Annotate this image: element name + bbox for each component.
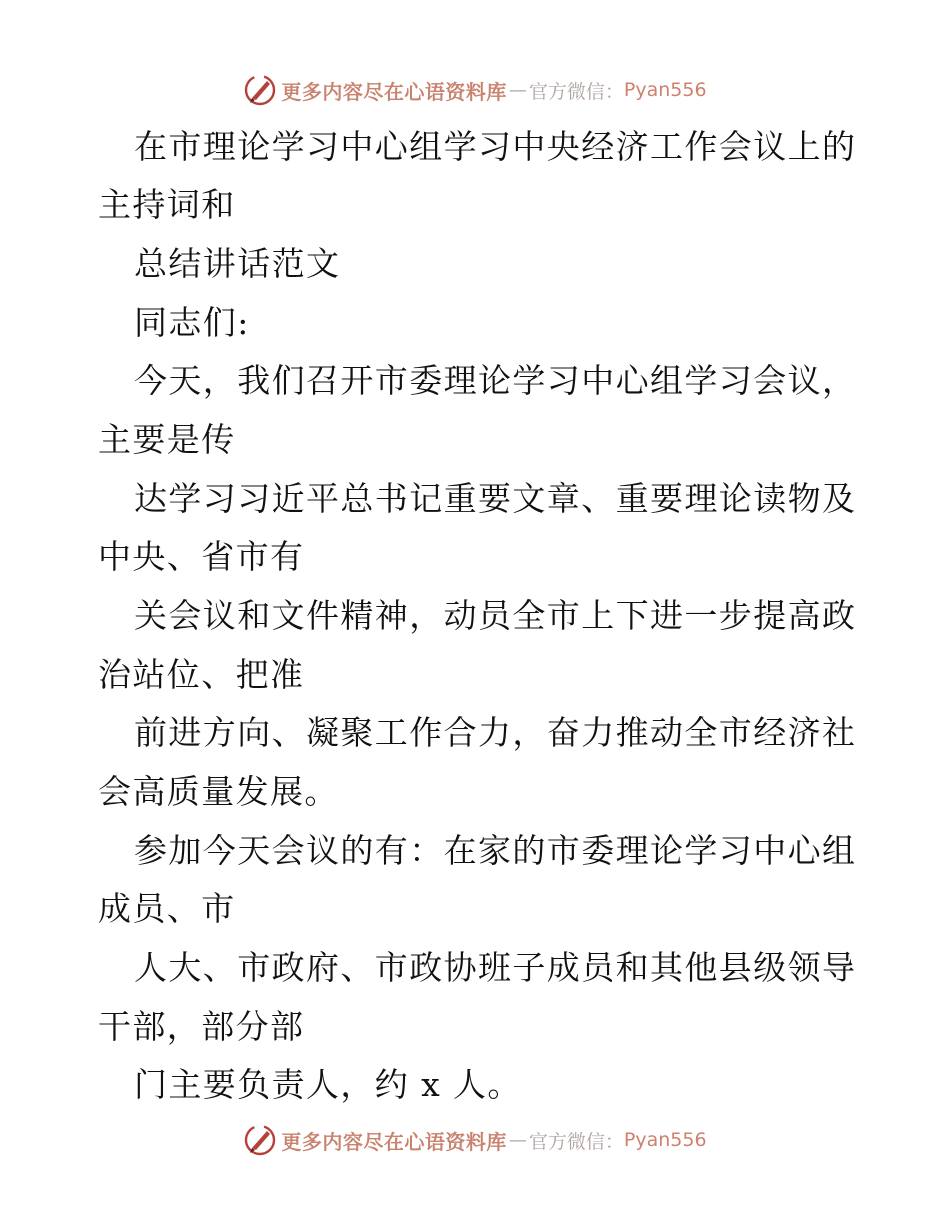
document-title-line-3: 总结讲话范文 bbox=[134, 244, 341, 283]
watermark-brand: 更多内容尽在心语资料库 bbox=[281, 79, 507, 104]
paragraph-line: 干部，部分部 bbox=[98, 1007, 305, 1046]
watermark-separator: — bbox=[508, 1129, 527, 1151]
document-title-line-2: 主持词和 bbox=[98, 185, 236, 224]
watermark-separator: — bbox=[508, 79, 527, 101]
document-title-line-1: 在市理论学习中心组学习中央经济工作会议上的 bbox=[134, 127, 857, 166]
watermark-wechat-id: Pyan556 bbox=[623, 1129, 707, 1151]
watermark-wechat-id: Pyan556 bbox=[623, 79, 707, 101]
paragraph-line: 人大、市政府、市政协班子成员和其他县级领导 bbox=[134, 948, 857, 987]
paragraph-line: 会高质量发展。 bbox=[98, 772, 339, 811]
paragraph-line: 门主要负责人，约 x 人。 bbox=[134, 1065, 522, 1104]
watermark-wechat-label: 官方微信： bbox=[528, 1130, 624, 1153]
paragraph-line: 成员、市 bbox=[98, 889, 236, 928]
paragraph-line: 治站位、把准 bbox=[98, 655, 305, 694]
paragraph-line: 参加今天会议的有：在家的市委理论学习中心组 bbox=[134, 831, 857, 870]
paragraph-line: 前进方向、凝聚工作合力，奋力推动全市经济社 bbox=[134, 713, 857, 752]
watermark-footer bbox=[0, 1120, 950, 1160]
paragraph-line: 今天，我们召开市委理论学习中心组学习会议， bbox=[134, 361, 857, 400]
watermark-brand: 更多内容尽在心语资料库 bbox=[281, 1129, 507, 1154]
paragraph-line: 达学习习近平总书记重要文章、重要理论读物及 bbox=[134, 479, 857, 518]
paragraph-line: 主要是传 bbox=[98, 420, 236, 459]
watermark-wechat-label: 官方微信： bbox=[528, 80, 624, 103]
watermark-header bbox=[0, 70, 950, 110]
salutation-line: 同志们: bbox=[134, 303, 250, 342]
paragraph-line: 关会议和文件精神，动员全市上下进一步提高政 bbox=[134, 596, 857, 635]
quill-logo-icon bbox=[243, 1123, 277, 1157]
paragraph-line: 中央、省市有 bbox=[98, 537, 305, 576]
quill-logo-icon bbox=[243, 73, 277, 107]
